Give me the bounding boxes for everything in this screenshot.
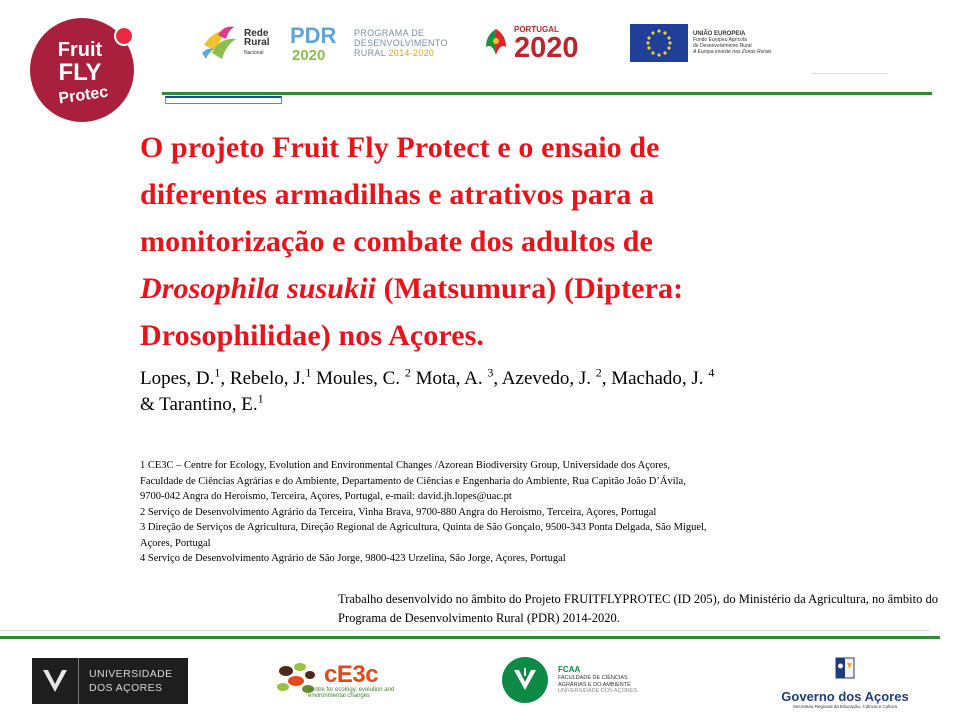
fcaa-emblem-icon: [502, 657, 548, 703]
pdr2020-mark-icon: [290, 23, 348, 63]
title-line: O projeto Fruit Fly Protect e o ensaio de: [140, 131, 660, 164]
fcaa-line3: UNIVERSIDADE DOS AÇORES: [558, 688, 638, 695]
svg-text:PDR: PDR: [290, 23, 337, 48]
top-faint-rule: [812, 73, 887, 74]
uniao-europeia-logo: [630, 18, 790, 68]
fruit-fly-protect-logo: [28, 14, 140, 122]
pt2020-big: 2020: [514, 31, 579, 64]
top-left-accent-rule: [165, 96, 282, 104]
svg-text:2020: 2020: [292, 47, 326, 63]
author-name: Lopes, D.: [140, 368, 215, 389]
bottom-faint-rule: [0, 630, 930, 631]
title-line: monitorização e combate dos adultos de: [140, 225, 653, 258]
pdr2020-logo: [290, 18, 465, 68]
species-name: Drosophila susukii: [140, 272, 377, 305]
uac-line1: UNIVERSIDADE: [89, 668, 173, 680]
fcaa-logo: [502, 656, 672, 704]
governo-acores-logo: [780, 656, 910, 708]
affiliation-line: 1 CE3C – Centre for Ecology, Evolution and Environmental Changes /Azorean Biodiversity Group, Universidade dos Açores,: [140, 460, 671, 471]
pdr-line1: PROGRAMA DE: [354, 28, 425, 38]
affiliation-line: 9700-042 Angra do Heroismo, Terceira, Açores, Portugal, e-mail: david.jh.lopes@uac.pt: [140, 491, 512, 502]
pt2020-small: PORTUGAL: [514, 24, 559, 34]
ffp-logo-line3: Protec: [57, 83, 110, 108]
author-affiliation: 1: [214, 365, 221, 380]
title-line: diferentes armadilhas e atrativos para a: [140, 178, 655, 211]
governo-acores-crest-icon: [830, 656, 860, 682]
eu-flag-icon: [630, 24, 688, 62]
affiliation-line: Faculdade de Ciências Agrárias e do Ambiente, Departamento de Ciências e Engenharia do Ambiente, Rua Capitão João D’Ávila,: [140, 475, 686, 487]
gov-sub: Secretaria Regional da Educação, Ciência e Cultura: [792, 704, 898, 709]
pdr-line3b: 2014-2020: [388, 48, 435, 58]
affiliation-line: 2 Serviço de Desenvolvimento Agrário da Terceira, Vinha Brava, 9700-880 Angra do Heroismo, Terceira, Açores, Portugal: [140, 506, 657, 518]
rede-rural-name1: Rede: [244, 27, 269, 39]
portugal-flag-emblem-icon: [482, 25, 510, 61]
ce3c-logo: [274, 655, 420, 705]
fcaa-title: FCAA: [558, 665, 581, 675]
pdr-line2: DESENVOLVIMENTO: [354, 38, 448, 48]
author-name: Rebelo, J.: [229, 368, 306, 389]
bottom-green-rule: [0, 636, 940, 639]
ue-line1: Fundo Europeu Agrícola: [693, 37, 747, 43]
ffp-logo-line2: FLY: [58, 59, 102, 86]
ue-line2: de Desenvolvimento Rural: [693, 43, 752, 49]
top-green-rule: [162, 92, 932, 95]
author-separator: ,: [493, 368, 502, 389]
ue-line3: A Europa investe nas Zonas Rurais: [693, 49, 772, 55]
affiliation-line: Açores, Portugal: [140, 537, 211, 549]
ce3c-tagline: centre for ecology, evolution and environmental changes: [308, 687, 395, 699]
uac-emblem-icon: [32, 658, 79, 704]
author-list: [140, 366, 860, 418]
affiliations: [140, 458, 850, 567]
universidade-acores-logo: [32, 658, 188, 704]
rede-rural-name2: Rural: [244, 36, 270, 48]
author-affiliation: 2: [404, 365, 411, 380]
affiliation-line: 3 Direção de Serviços de Agricultura, Direção Regional de Agricultura, Quinta de São Gonçalo, 9500-343 Ponta Delgada, São Miguel,: [140, 522, 707, 533]
author-separator: ,: [220, 368, 230, 389]
fcaa-line2: AGRÁRIAS E DO AMBIENTE: [558, 681, 631, 688]
author-affiliation: 4: [708, 365, 715, 380]
ce3c-name: cE3c: [324, 661, 379, 688]
author-affiliation: 1: [305, 365, 312, 380]
author-name: Mota, A.: [415, 368, 488, 389]
pdr-line3a: RURAL: [354, 48, 389, 58]
author-affiliation: 3: [487, 365, 494, 380]
poster-title: [140, 124, 830, 359]
rede-rural-emblem-icon: [200, 23, 240, 63]
funding-note: Trabalho desenvolvido no âmbito do Projeto FRUITFLYPROTEC (ID 205), do Ministério da Agricultura, no âmbito do Programa de Desenvolvimento Rural (PDR) 2014-2020.: [338, 592, 938, 625]
portugal2020-logo: [482, 18, 612, 68]
ffp-logo-line1: Fruit: [57, 39, 103, 61]
author-name: & Tarantino, E.: [140, 394, 258, 415]
author-affiliation: 2: [595, 365, 602, 380]
title-line: Drosophilidae) nos Açores.: [140, 319, 485, 352]
rede-rural-logo: [200, 18, 280, 68]
author-name: Moules, C.: [316, 368, 405, 389]
affiliation-line: 4 Serviço de Desenvolvimento Agrário de São Jorge, 9800-423 Urzelina, São Jorge, Açores, Portugal: [140, 553, 566, 564]
author-affiliation: 1: [257, 391, 264, 406]
ue-title: UNIÃO EUROPEIA: [693, 31, 746, 37]
author-name: Azevedo, J.: [501, 368, 596, 389]
title-line-rest: (Matsumura) (Diptera:: [376, 272, 684, 305]
fcaa-line1: FACULDADE DE CIÊNCIAS: [558, 675, 628, 682]
gov-name: Governo dos Açores: [781, 689, 909, 704]
author-separator: ,: [601, 368, 612, 389]
author-name: Machado, J.: [611, 368, 709, 389]
rede-rural-sub: Nacional: [244, 49, 264, 56]
uac-line2: DOS AÇORES: [89, 682, 163, 694]
title-line: [140, 265, 830, 312]
